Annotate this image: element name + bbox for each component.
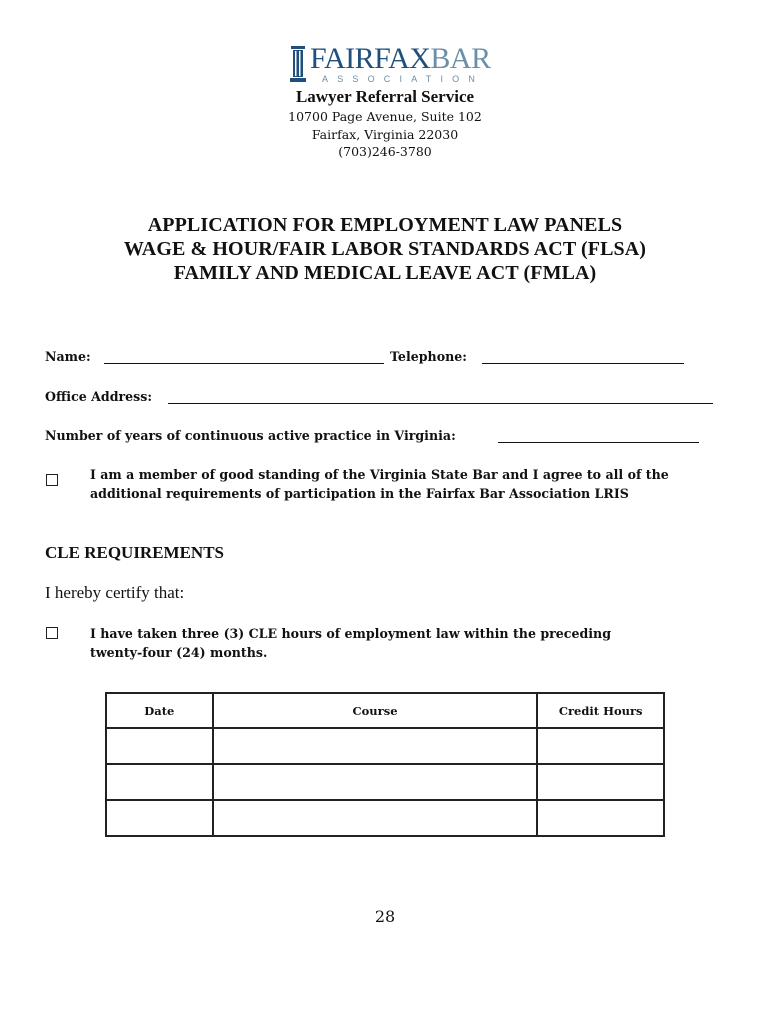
course-cell[interactable] [213, 764, 538, 800]
member-checkbox[interactable] [46, 474, 58, 486]
credit-hours-cell[interactable] [537, 728, 664, 764]
table-row [106, 764, 664, 800]
table-row [106, 728, 664, 764]
name-field[interactable] [104, 363, 384, 364]
credit-hours-cell[interactable] [537, 800, 664, 836]
fairfax-bar-logo [286, 42, 491, 86]
telephone-field[interactable] [482, 363, 684, 364]
logo-wordmark [310, 44, 491, 74]
document-title-line-3: FAMILY AND MEDICAL LEAVE ACT (FMLA) [173, 262, 597, 284]
cle-statement-line-1: I have taken three (3) CLE hours of employment law within the preceding [90, 626, 612, 641]
cle-table [105, 692, 665, 837]
name-label: Name: [45, 349, 91, 364]
document-title-line-1: APPLICATION FOR EMPLOYMENT LAW PANELS [147, 214, 623, 236]
column-header-date: Date [106, 693, 213, 728]
years-practice-field[interactable] [498, 442, 699, 443]
member-statement-line-2: additional requirements of participation in the Fairfax Bar Association LRIS [90, 486, 629, 501]
member-statement-line-1: I am a member of good standing of the Virginia State Bar and I agree to all of the [90, 467, 669, 482]
table-header-row [106, 693, 664, 728]
telephone-label: Telephone: [390, 349, 467, 364]
cle-heading: CLE REQUIREMENTS [45, 543, 225, 562]
date-cell[interactable] [106, 764, 213, 800]
phone-number: (703)246-3780 [338, 144, 432, 159]
address-line-2: Fairfax, Virginia 22030 [311, 127, 459, 142]
cle-statement-line-2: twenty-four (24) months. [90, 645, 268, 660]
column-header-credit-hours: Credit Hours [537, 693, 664, 728]
office-address-label: Office Address: [45, 389, 153, 404]
address-line-1: 10700 Page Avenue, Suite 102 [288, 109, 482, 124]
page-number: 28 [374, 907, 396, 926]
cle-checkbox[interactable] [46, 627, 58, 639]
service-name: Lawyer Referral Service [295, 87, 475, 106]
certify-text: I hereby certify that: [45, 583, 185, 602]
column-header-course: Course [213, 693, 538, 728]
office-address-field[interactable] [168, 403, 713, 404]
pillar-icon [290, 46, 306, 82]
years-practice-label: Number of years of continuous active practice in Virginia: [45, 428, 456, 443]
table-row [106, 800, 664, 836]
date-cell[interactable] [106, 800, 213, 836]
date-cell[interactable] [106, 728, 213, 764]
logo-word-fairfax: FAIRFAX [310, 42, 431, 75]
credit-hours-cell[interactable] [537, 764, 664, 800]
logo-word-bar: BAR [430, 42, 491, 75]
document-title-line-2: WAGE & HOUR/FAIR LABOR STANDARDS ACT (FLSA) [123, 238, 647, 260]
logo-subtitle: ASSOCIATION [322, 74, 485, 84]
course-cell[interactable] [213, 728, 538, 764]
course-cell[interactable] [213, 800, 538, 836]
